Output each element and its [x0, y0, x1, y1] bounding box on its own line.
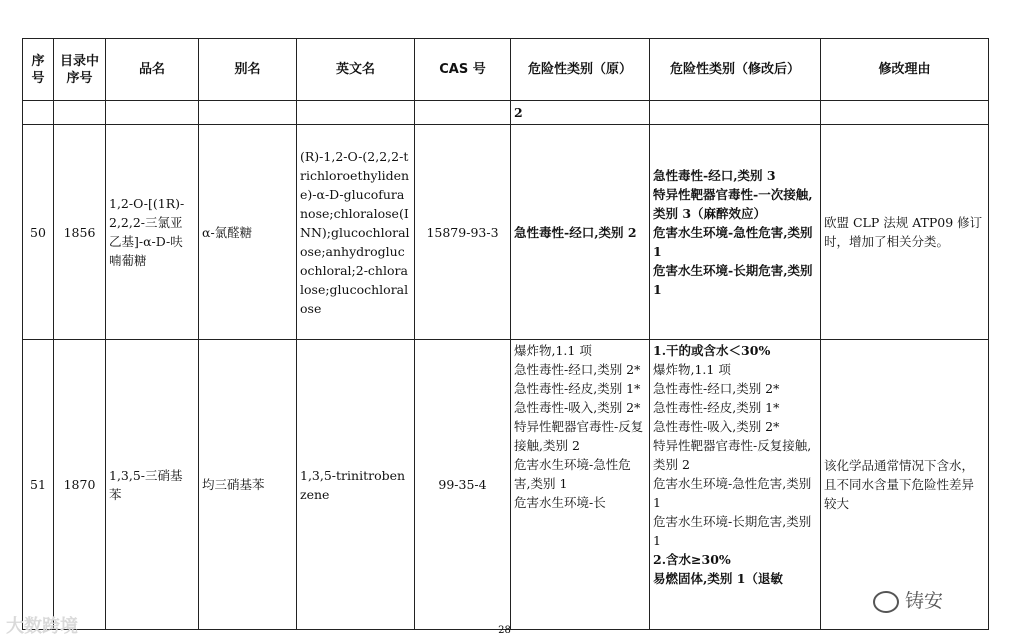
table-row: [23, 125, 989, 340]
hazard-item: 急性毒性-经口,类别 2*: [653, 381, 780, 396]
hazard-modified: [650, 125, 821, 340]
col-header: 修改理由: [821, 39, 989, 101]
page-number: 28: [498, 625, 511, 636]
hazard-item: 急性毒性-经口,类别 3: [653, 167, 776, 183]
wechat-icon: [873, 591, 899, 613]
row-number: 50: [23, 125, 54, 340]
hazard-item: 急性毒性-吸入,类别 2*: [653, 419, 780, 434]
col-header: 别名: [199, 39, 297, 101]
hazard-item: 危害水生环境-急性危害,类别 1: [653, 224, 813, 259]
watermark-right-text: 铸安: [905, 590, 944, 612]
hazard-original: 急性毒性-经口,类别 2: [511, 125, 650, 340]
watermark-right: [873, 586, 943, 613]
alias: 均三硝基苯: [199, 340, 297, 630]
hazard-item: 急性毒性-经皮,类别 1*: [514, 381, 641, 396]
hazard-item: 急性毒性-经皮,类别 1*: [653, 400, 780, 415]
cas-number: 99-35-4: [415, 340, 511, 630]
hazard-item: 易燃固体,类别 1（退敏: [653, 571, 783, 586]
hazard-item: 急性毒性-经口,类别 2*: [514, 362, 641, 377]
continuation-cell: 2: [511, 101, 650, 125]
col-header: CAS 号: [415, 39, 511, 101]
hazard-item: 急性毒性-吸入,类别 2*: [514, 400, 641, 415]
hazard-table: [22, 38, 989, 630]
continuation-row: [23, 101, 989, 125]
col-header: 危险性类别（原）: [511, 39, 650, 101]
col-header: 品名: [106, 39, 199, 101]
hazard-heading: 2.含水≥30%: [653, 552, 731, 567]
hazard-heading: 1.干的或含水＜30%: [653, 343, 771, 358]
hazard-item: 爆炸物,1.1 项: [653, 362, 731, 377]
col-header: 序号: [23, 39, 54, 101]
col-header: 目录中序号: [54, 39, 106, 101]
watermark-left: 大数跨境: [6, 616, 78, 637]
col-header: 英文名: [297, 39, 415, 101]
alias: α-氯醛糖: [199, 125, 297, 340]
col-header: 危险性类别（修改后）: [650, 39, 821, 101]
table-row: [23, 340, 989, 630]
hazard-item: 特异性靶器官毒性-一次接触,类别 3（麻醉效应）: [653, 186, 813, 221]
hazard-modified: [650, 340, 821, 630]
hazard-item: 危害水生环境-长期危害,类别 1: [653, 262, 813, 297]
reason: 该化学品通常情况下含水，且不同水含量下危险性差异较大: [821, 340, 989, 630]
hazard-item: 爆炸物,1.1 项: [514, 343, 592, 358]
hazard-item: 危害水生环境-急性危害,类别 1: [514, 457, 631, 491]
row-number: 51: [23, 340, 54, 630]
product-name: 1,2-O-[(1R)-2,2,2-三氯亚乙基]-α-D-呋喃葡糖: [106, 125, 199, 340]
catalog-number: 1856: [54, 125, 106, 340]
hazard-item: 危害水生环境-急性危害,类别 1: [653, 476, 812, 510]
hazard-item: 危害水生环境-长: [514, 495, 606, 510]
hazard-item: 危害水生环境-长期危害,类别 1: [653, 514, 812, 548]
hazard-original: [511, 340, 650, 630]
header-row: [23, 39, 989, 101]
product-name: 1,3,5-三硝基苯: [106, 340, 199, 630]
hazard-item: 特异性靶器官毒性-反复接触,类别 2: [514, 419, 644, 453]
cas-number: 15879-93-3: [415, 125, 511, 340]
catalog-number: 1870: [54, 340, 106, 630]
hazard-item: 特异性靶器官毒性-反复接触,类别 2: [653, 438, 812, 472]
reason: 欧盟 CLP 法规 ATP09 修订时，增加了相关分类。: [821, 125, 989, 340]
english-name: 1,3,5-trinitrobenzene: [297, 340, 415, 630]
english-name: (R)-1,2-O-(2,2,2-trichloroethylidene)-α-D-glucofuranose;chloralose(INN);glucochloralose;anhydroglucochloral;2-chloralose;glucochloralose: [297, 125, 415, 340]
